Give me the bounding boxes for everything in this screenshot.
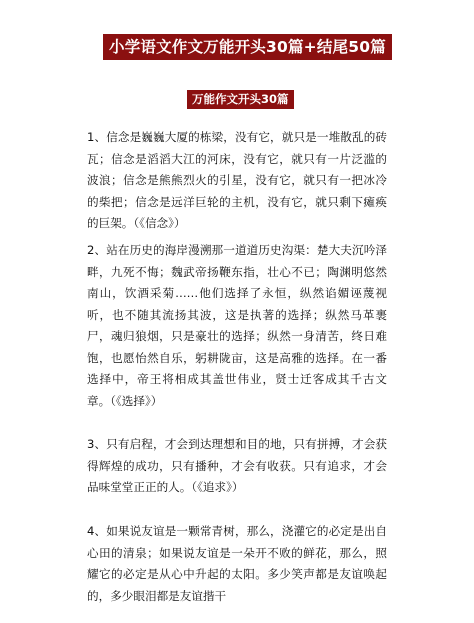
paragraph-3: 3、只有启程，才会到达理想和目的地，只有拼搏，才会获得辉煌的成功，只有播种，才会有收获。只有追求，才会品味堂堂正正的人。（《追求》）	[87, 437, 387, 494]
paragraph-2: 2、站在历史的海岸漫溯那一道道历史沟渠：楚大夫沉吟泽畔，九死不悔；魏武帝扬鞭东指，壮心不已；陶渊明悠然南山，饮酒采菊……他们选择了永恒，纵然谄媚诬蔑视听，也不随其流扬其波，这是执著的选择；纵然马革裹尸，魂归狼烟，只是豪壮的选择；纵然一身清苦，终日难饱，也愿怡然自乐，躬耕陇亩，这是高雅的选择。在一番选择中，帝王将相成其盖世伟业，贤士迁客成其千古文章。（《选择》）	[87, 243, 387, 408]
document-title: 小学语文作文万能开头30篇+结尾50篇	[103, 34, 392, 60]
section-title: 万能作文开头30篇	[187, 90, 294, 109]
paragraph-1: 1、信念是巍巍大厦的栋梁，没有它，就只是一堆散乱的砖瓦；信念是滔滔大江的河床，没有它，就只有一片泛滥的波浪；信念是熊熊烈火的引星，没有它，就只有一把冰冷的柴把；信念是远洋巨轮的主机，没有它，就只剩下瘫痪的巨架。（《信念》）	[87, 130, 387, 230]
paragraph-4: 4、如果说友谊是一颗常青树，那么，浇灌它的必定是出自心田的清泉；如果说友谊是一朵开不败的鲜花，那么，照耀它的必定是从心中升起的太阳。多少笑声都是友谊唤起的，多少眼泪都是友谊揩干	[87, 524, 387, 603]
